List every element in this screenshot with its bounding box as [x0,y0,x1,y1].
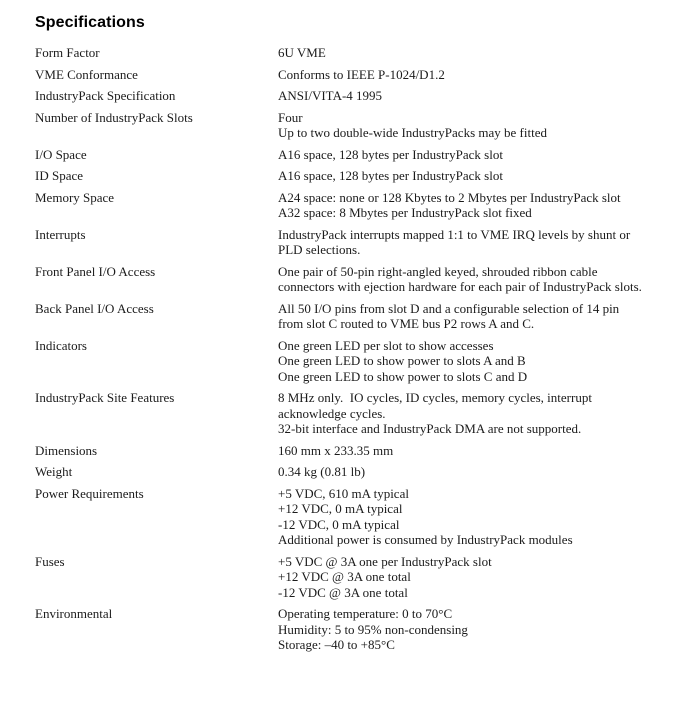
spec-value [278,264,646,295]
spec-value-line: A24 space: none or 128 Kbytes to 2 Mbytes per IndustryPack slot [278,189,621,205]
spec-value-line: 0.34 kg (0.81 lb) [278,464,366,479]
spec-row [35,554,660,601]
spec-value-line: One green LED to show power to slots C and D [278,368,528,384]
spec-label: IndustryPack Specification [35,88,176,103]
spec-row [35,168,660,184]
spec-row [35,301,660,332]
spec-value [278,227,646,258]
spec-value-line: Four [278,109,303,125]
spec-row [35,190,660,221]
spec-label: Dimensions [35,442,98,458]
spec-value-line: One green LED per slot to show accesses [278,337,494,353]
spec-value-line: 160 mm x 233.35 mm [278,442,394,458]
spec-label: Power Requirements [35,485,144,501]
spec-label: Environmental [35,606,113,621]
spec-value-line: +12 VDC @ 3A one total [278,569,411,584]
spec-value-line: Storage: –40 to +85°C [278,637,395,652]
spec-value-line: +5 VDC, 610 mA typical [278,485,409,501]
spec-value-line: A16 space, 128 bytes per IndustryPack slot [278,146,503,162]
spec-value [278,606,646,653]
spec-value [278,390,646,437]
spec-value-line: Humidity: 5 to 95% non-condensing [278,621,468,637]
spec-value-line: +5 VDC @ 3A one per IndustryPack slot [278,553,492,569]
spec-value-line: 32-bit interface and IndustryPack DMA are not supported. [278,421,582,436]
spec-row [35,443,660,459]
spec-value-line: All 50 I/O pins from slot D and a configurable selection of 14 pin from slot C routed to VME bus P2 rows A and C. [278,300,623,331]
spec-value-line: A16 space, 128 bytes per IndustryPack slot [278,168,503,183]
spec-label: ID Space [35,168,84,183]
spec-row [35,264,660,295]
spec-label: Number of IndustryPack Slots [35,109,193,125]
spec-value [278,190,646,221]
spec-row [35,464,660,480]
spec-label: I/O Space [35,146,87,162]
spec-value [278,45,646,61]
spec-value [278,168,646,184]
spec-label: Memory Space [35,189,115,205]
spec-row [35,390,660,437]
spec-row [35,227,660,258]
spec-value-line: One green LED to show power to slots A and B [278,353,526,368]
spec-label: Back Panel I/O Access [35,300,154,316]
spec-label: Indicators [35,337,87,353]
spec-list [35,45,660,653]
spec-value-line: +12 VDC, 0 mA typical [278,501,403,516]
spec-value [278,486,646,548]
spec-label: Interrupts [35,226,86,242]
spec-value-line: Conforms to IEEE P-1024/D1.2 [278,66,445,82]
spec-label: Fuses [35,553,65,569]
spec-row [35,88,660,104]
spec-label: VME Conformance [35,66,138,82]
page-title: Specifications [35,14,145,31]
spec-row [35,147,660,163]
spec-value [278,67,646,83]
spec-value [278,88,646,104]
spec-row [35,67,660,83]
spec-row [35,110,660,141]
spec-value [278,464,646,480]
spec-value-line: -12 VDC, 0 mA typical [278,516,400,532]
spec-value [278,110,646,141]
spec-value-line: -12 VDC @ 3A one total [278,584,408,600]
spec-value-line: 8 MHz only. IO cycles, ID cycles, memory cycles, interrupt acknowledge cycles. [278,390,596,421]
spec-label: Front Panel I/O Access [35,263,156,279]
spec-row [35,338,660,385]
spec-label: Weight [35,464,73,479]
spec-value-line: 6U VME [278,45,326,60]
spec-value-line: Operating temperature: 0 to 70°C [278,606,453,621]
spec-value [278,301,646,332]
spec-row [35,606,660,653]
spec-value-line: Up to two double-wide IndustryPacks may be fitted [278,125,547,140]
spec-label: IndustryPack Site Features [35,390,175,405]
spec-value-line: A32 space: 8 Mbytes per IndustryPack slot fixed [278,205,532,220]
spec-value [278,443,646,459]
spec-value-line: ANSI/VITA-4 1995 [278,88,383,103]
spec-value-line: One pair of 50-pin right-angled keyed, shrouded ribbon cable connectors with ejection hardware for each pair of IndustryPack slots. [278,263,642,294]
spec-value-line: Additional power is consumed by IndustryPack modules [278,532,573,547]
spec-row [35,45,660,61]
spec-row [35,486,660,548]
spec-value [278,147,646,163]
spec-value [278,338,646,385]
spec-value [278,554,646,601]
spec-label: Form Factor [35,45,100,60]
spec-value-line: IndustryPack interrupts mapped 1:1 to VME IRQ levels by shunt or PLD selections. [278,226,634,257]
